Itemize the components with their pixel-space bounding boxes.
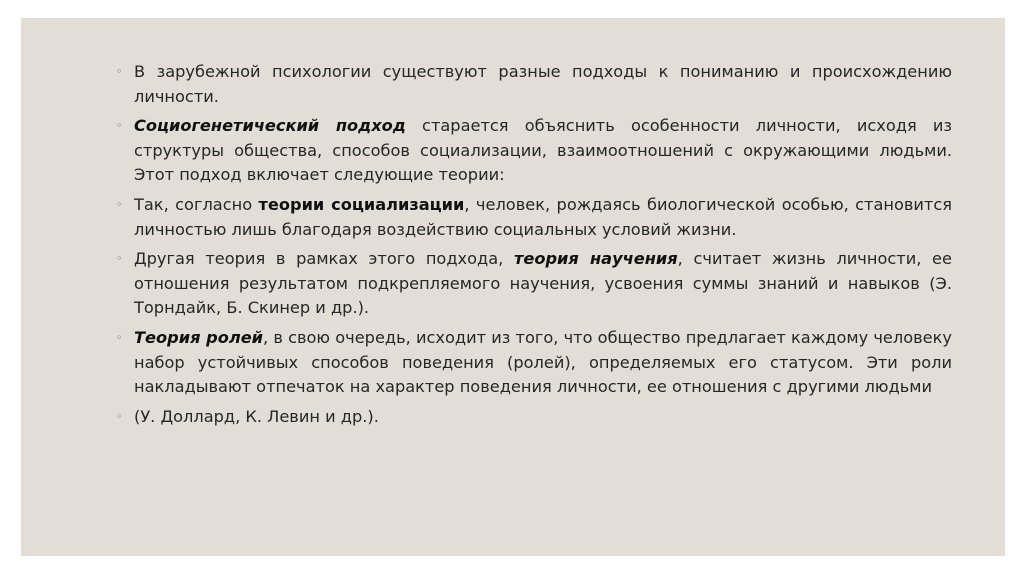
bullet-emphasis: теории социализации bbox=[258, 194, 465, 214]
bullet-marker-icon: ◦ bbox=[116, 409, 123, 423]
bullet-emphasis: Теория ролей bbox=[134, 327, 264, 347]
bullet-list bbox=[116, 60, 952, 434]
bullet-marker-icon: ◦ bbox=[116, 197, 123, 211]
bullet-item-socialization bbox=[116, 193, 952, 242]
bullet-item-roles bbox=[116, 326, 952, 400]
bullet-text: , человек, рождаясь биологической особью, становится личностью лишь благодаря воздействию социальных условий жизни. bbox=[134, 194, 952, 239]
bullet-text: , в свою очередь, исходит из того, что общество предлагает каждому человеку набор устойчивых способов поведения (ролей), определяемых его статусом. Эти роли накладывают отпечаток на характер поведения личности, ее отношения с другими людьми bbox=[134, 327, 952, 397]
bullet-marker-icon: ◦ bbox=[116, 119, 123, 133]
bullet-text-lead: Так, согласно bbox=[134, 194, 259, 214]
bullet-item-authors bbox=[116, 405, 952, 430]
bullet-item-learning bbox=[116, 247, 952, 321]
bullet-text-lead: Другая теория в рамках этого подхода, bbox=[134, 249, 514, 269]
bullet-marker-icon: ◦ bbox=[116, 65, 123, 78]
bullet-text: (У. Доллард, К. Левин и др.). bbox=[134, 406, 379, 426]
bullet-text: старается объяснить особенности личности, исходя из структуры общества, способов социализации, взаимоотношений с окружающими людьми. Этот подход включает следующие теории: bbox=[134, 116, 953, 185]
bullet-item-approaches bbox=[116, 60, 952, 109]
bullet-marker-icon: ◦ bbox=[116, 330, 123, 344]
bullet-marker-icon: ◦ bbox=[116, 252, 123, 266]
bullet-emphasis: теория научения bbox=[513, 249, 678, 269]
bullet-emphasis: Социогенетический подход bbox=[134, 116, 406, 136]
bullet-text: В зарубежной психологии существуют разные подходы к пониманию и происхождению личности. bbox=[134, 62, 952, 106]
bullet-text: , считает жизнь личности, ее отношения результатом подкрепляемого научения, усвоения суммы знаний и навыков (Э. Торндайк, Б. Скинер и др.). bbox=[134, 249, 952, 318]
slide-background bbox=[21, 18, 1005, 556]
bullet-item-sociogenetic bbox=[116, 114, 952, 188]
